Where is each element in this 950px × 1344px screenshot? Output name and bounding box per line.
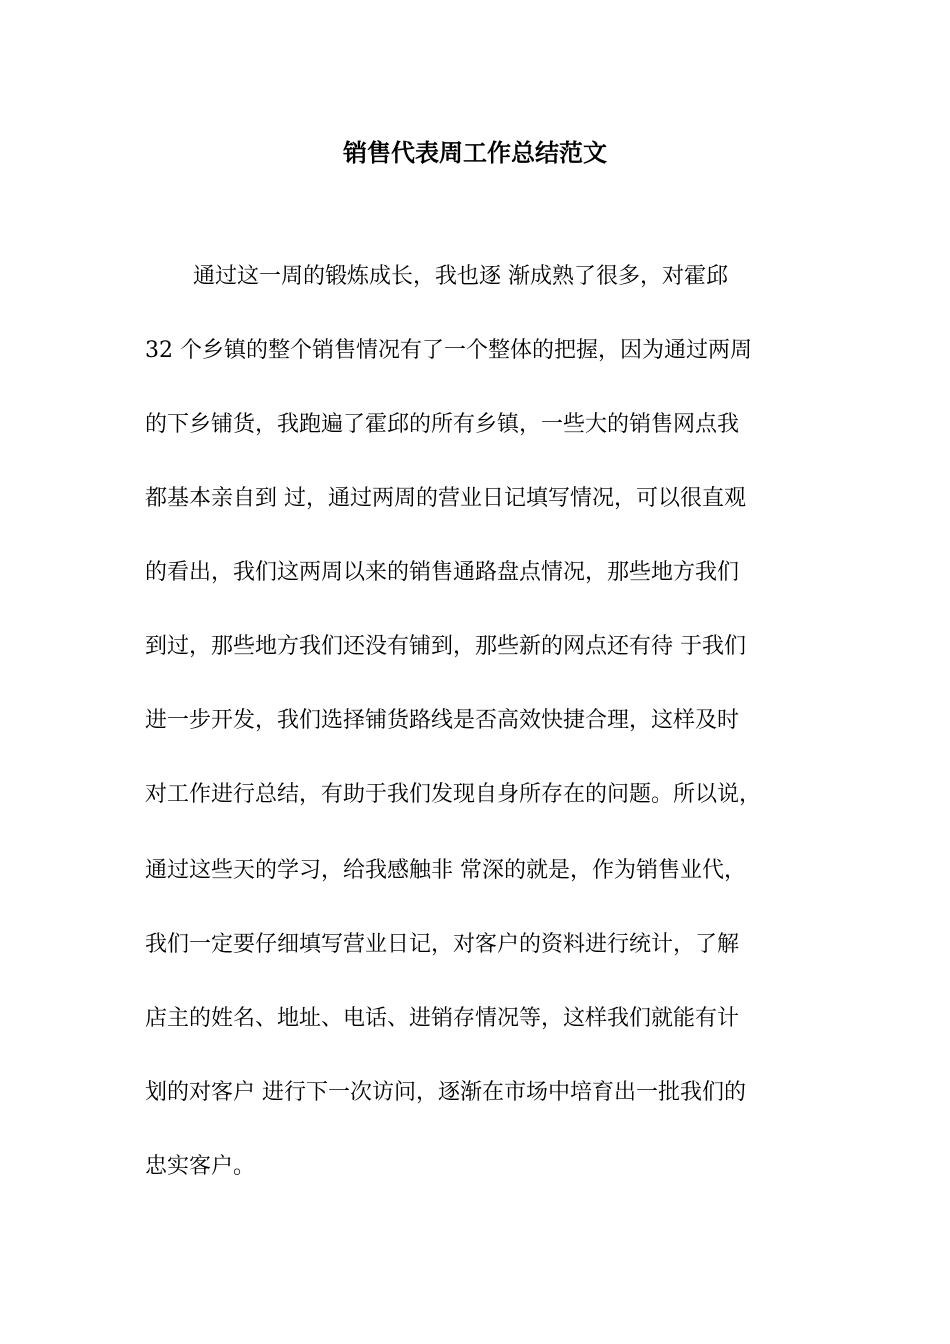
paragraph-line: 通过这些天的学习，给我感触非 常深的就是，作为销售业代， xyxy=(145,858,746,883)
paragraph-line: 忠实客户。 xyxy=(145,1154,256,1179)
paragraph-line: 的看出，我们这两周以来的销售通路盘点情况，那些地方我们 xyxy=(145,560,740,585)
document-title: 销售代表周工作总结范文 xyxy=(343,138,607,167)
paragraph-line: 店主的姓名、地址、电话、进销存情况等，这样我们就能有计 xyxy=(145,1006,740,1031)
paragraph-line: 都基本亲自到 过，通过两周的营业日记填写情况，可以很直观 xyxy=(145,486,746,511)
paragraph-line: 32 个乡镇的整个销售情况有了一个整体的把握，因为通过两周 xyxy=(145,338,752,363)
paragraph-line: 对工作进行总结，有助于我们发现自身所存在的问题。所以说， xyxy=(145,782,762,807)
paragraph-line: 我们一定要仔细填写营业日记，对客户的资料进行统计，了解 xyxy=(145,932,740,957)
paragraph-line: 的下乡铺货，我跑遍了霍邱的所有乡镇，一些大的销售网点我 xyxy=(145,412,740,437)
paragraph-line: 到过，那些地方我们还没有铺到，那些新的网点还有待 于我们 xyxy=(145,634,746,659)
paragraph-line: 进一步开发，我们选择铺货路线是否高效快捷合理，这样及时 xyxy=(145,708,740,733)
paragraph-line: 通过这一周的锻炼成长，我也逐 渐成熟了很多，对霍邱 xyxy=(193,264,728,289)
paragraph-line: 划的对客户 进行下一次访问，逐渐在市场中培育出一批我们的 xyxy=(145,1080,746,1105)
